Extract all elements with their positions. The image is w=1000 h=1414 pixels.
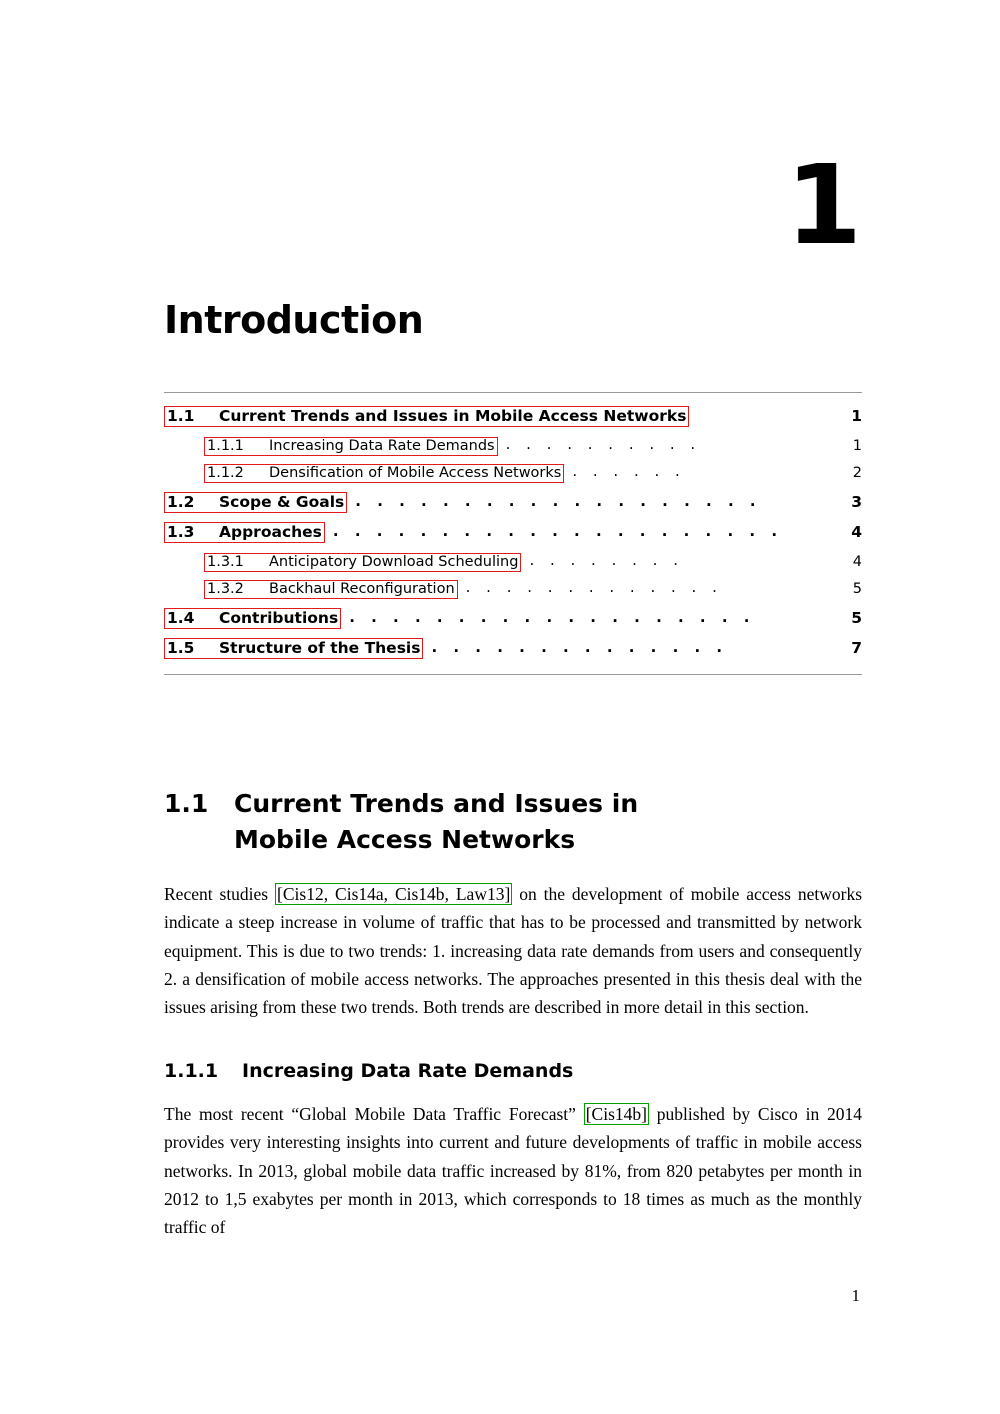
toc-entry-label: Increasing Data Rate Demands [269, 438, 495, 454]
citation-ref[interactable]: Cis12 [282, 884, 324, 904]
toc-entry-page: 4 [852, 554, 862, 570]
section-heading-1-1-1 [164, 1060, 864, 1082]
toc-list [164, 393, 862, 674]
chapter-title: Introduction [164, 298, 424, 342]
toc-link[interactable] [164, 522, 325, 543]
toc-entry-1-3-1[interactable] [164, 552, 862, 572]
toc-entry-number: 1.3.2 [207, 581, 244, 597]
toc-entry-page: 5 [851, 609, 862, 627]
toc-link[interactable] [164, 492, 347, 513]
toc-entry-page: 2 [852, 465, 862, 481]
paragraph-text-before-citation: The most recent “Global Mobile Data Traffic Forecast” [164, 1104, 584, 1124]
toc-link[interactable] [164, 406, 689, 427]
toc-link[interactable] [204, 437, 498, 456]
toc-dot-leader: . . . . . . . . [529, 551, 684, 569]
chapter-number: 1 [785, 141, 860, 269]
toc-entry-label: Current Trends and Issues in Mobile Access Networks [219, 407, 687, 425]
toc-entry-number: 1.3.1 [207, 554, 244, 570]
section-number: 1.1 [164, 789, 209, 818]
toc-entry-page: 1 [851, 407, 862, 425]
section-title-line1: Current Trends and Issues in Mobile Access [234, 789, 639, 854]
toc-entry-number: 1.2 [167, 493, 195, 511]
toc-bottom-rule [164, 674, 862, 675]
citation-group[interactable]: [Cis14b] [585, 1104, 647, 1124]
toc-link[interactable] [164, 608, 341, 629]
toc-entry-number: 1.1 [167, 407, 195, 425]
toc-entry-page: 3 [851, 493, 862, 511]
toc-entry-page: 1 [852, 438, 862, 454]
toc-entry-number: 1.4 [167, 609, 195, 627]
paragraph-text-before-citation: Recent studies [164, 884, 276, 904]
toc-link[interactable] [204, 580, 458, 599]
toc-entry-1-4[interactable] [164, 608, 862, 629]
subsection-number: 1.1.1 [164, 1060, 219, 1082]
toc-entry-label: Structure of the Thesis [219, 639, 421, 657]
toc-dot-leader: . . . . . . . . . . . . . [465, 578, 723, 596]
toc-dot-leader: . . . . . . . . . . . . . . . . . . . [349, 608, 755, 626]
toc-entry-label: Contributions [219, 609, 339, 627]
toc-entry-page: 7 [851, 639, 862, 657]
section-title [234, 786, 734, 857]
citation-ref[interactable]: Cis14b [591, 1104, 642, 1124]
section-heading-1-1 [164, 786, 864, 857]
toc-entry-1-1-1[interactable] [164, 436, 862, 456]
citation-ref[interactable]: Cis14a [335, 884, 384, 904]
toc-entry-number: 1.3 [167, 523, 195, 541]
toc-entry-label: Anticipatory Download Scheduling [269, 554, 519, 570]
toc-entry-1-1-2[interactable] [164, 463, 862, 483]
toc-entry-number: 1.1.1 [207, 438, 244, 454]
toc-dot-leader: . . . . . . . . . . . . . . . . . . . . . [332, 522, 783, 540]
paragraph-intro [164, 880, 862, 1022]
toc-link[interactable] [204, 553, 521, 572]
toc-entry-1-1[interactable] [164, 406, 862, 427]
toc-dot-leader: . . . . . . [572, 462, 686, 480]
table-of-contents [164, 392, 862, 675]
toc-entry-label: Scope & Goals [219, 493, 345, 511]
citation-ref[interactable]: Law13 [455, 884, 505, 904]
paragraph-text-after-citation: on the development of mobile access networks indicate a steep increase in volume of traffic that has to be processed and transmitted by network equipment. This is due to two trends: 1. increasing data rate demands from users and consequently 2. a densification of mobile access networks. The approaches presented in this thesis deal with the issues arising from these two trends. Both trends are described in more detail in this section. [164, 884, 863, 1018]
toc-entry-number: 1.5 [167, 639, 195, 657]
citation-ref[interactable]: Cis14b [394, 884, 445, 904]
toc-link[interactable] [204, 464, 564, 483]
toc-entry-page: 5 [852, 581, 862, 597]
toc-dot-leader: . . . . . . . . . . [505, 435, 701, 453]
toc-link[interactable] [164, 638, 423, 659]
toc-entry-page: 4 [851, 523, 862, 541]
toc-entry-1-3-2[interactable] [164, 579, 862, 599]
toc-dot-leader: . . . . . . . . . . . . . . [431, 638, 728, 656]
page-number: 1 [851, 1286, 860, 1305]
toc-entry-1-5[interactable] [164, 638, 862, 659]
toc-entry-number: 1.1.2 [207, 465, 244, 481]
toc-entry-1-3[interactable] [164, 522, 862, 543]
toc-entry-label: Densification of Mobile Access Networks [269, 465, 562, 481]
section-title-line2: Networks [441, 824, 576, 854]
subsection-title: Increasing Data Rate Demands [242, 1060, 574, 1082]
toc-entry-label: Approaches [219, 523, 322, 541]
paragraph-data-rate [164, 1100, 862, 1242]
toc-entry-label: Backhaul Reconfiguration [269, 581, 455, 597]
toc-entry-1-2[interactable] [164, 492, 862, 513]
citation-group[interactable]: [Cis12, Cis14a, Cis14b, Law13] [277, 884, 511, 904]
paragraph-text-after-citation: published by Cisco in 2014 provides very interesting insights into current and future developments of traffic in mobile access networks. In 2013, global mobile data traffic increased by 81%, from 820 petabytes per month in 2012 to 1,5 exabytes per month in 2013, which corresponds to 18 times as much as the monthly traffic of [164, 1104, 862, 1238]
toc-dot-leader: . . . . . . . . . . . . . . . . . . . [355, 492, 762, 510]
